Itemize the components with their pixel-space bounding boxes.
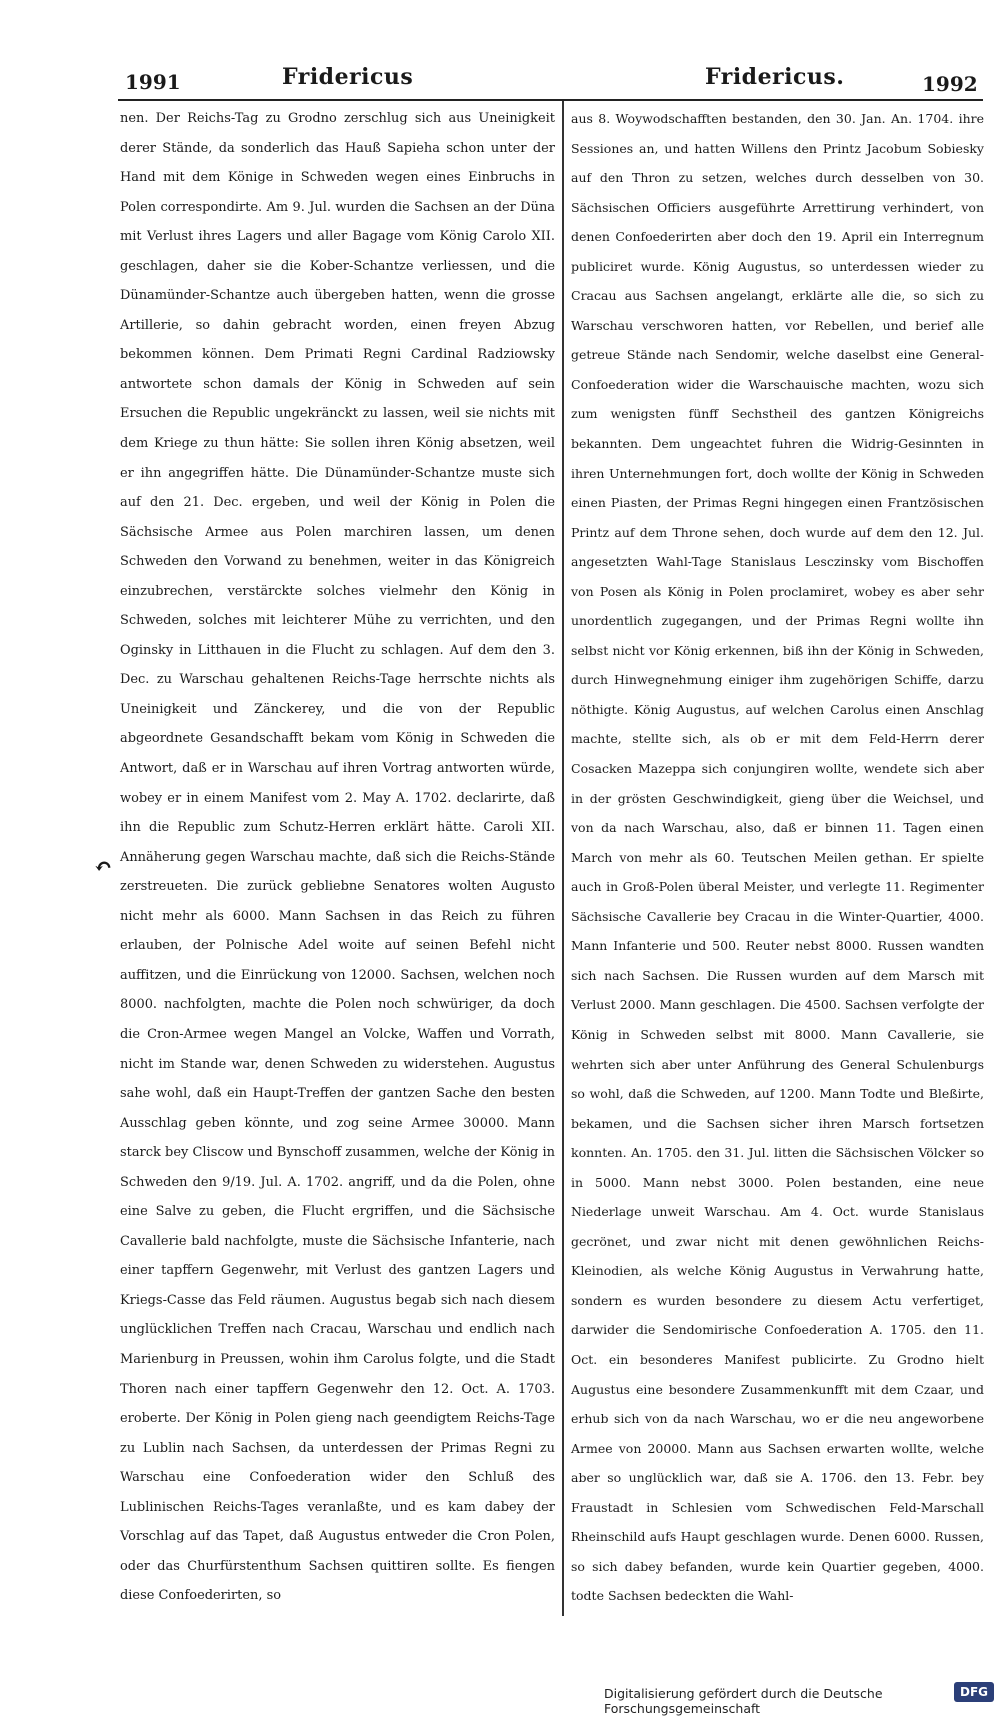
digitization-footer (0, 1678, 1000, 1716)
running-title-left: Fridericus (282, 64, 414, 90)
margin-pen-mark: ↶ (94, 854, 113, 880)
column-divider (562, 101, 564, 1616)
text-column-right (571, 104, 984, 1611)
funding-credit: Digitalisierung gefördert durch die Deutsche Forschungsgemeinschaft (604, 1686, 883, 1716)
right-column-text: aus 8. Woywodschafften bestanden, den 30. Jan. An. 1704. ihre Sessiones an, und hatten Willens den Printz Jacobum Sobiesky auf den Thron zu setzen, welches durch desselben von 30. Sächsischen Officiers ausgeführte Arrettirung verhindert, von denen Confoederirten aber doch den 19. April ein Interregnum publiciret wurde. König Augustus, so unterdessen wieder zu Cracau aus Sachsen angelangt, erklärte alle die, so sich zu Warschau verschworen hatten, vor Rebellen, und berief alle getreue Stände nach Sendomir, welche daselbst eine General-Confoederation wider die Warschauische machten, wozu sich zum wenigsten fünff Sechstheil des gantzen Königreichs bekannten. Dem ungeachtet fuhren die Widrig-Gesinnten in ihren Unternehmungen fort, doch wollte der König in Schweden einen Piasten, der Primas Regni hingegen einen Frantzösischen Printz auf dem Throne sehen, doch wurde auf dem den 12. Jul. angesetzten Wahl-Tage Stanislaus Lesczinsky vom Bischoffen von Posen als König in Polen proclamiret, wobey es aber sehr unordentlich zugegangen, und der Primas Regni wollte ihn selbst nicht vor König erkennen, biß ihn der König in Schweden, durch Hinwegnehmung einiger ihm zugehörigen Schiffe, darzu nöthigte. König Augustus, auf welchen Carolus einen Anschlag machte, stellte sich, als ob er mit dem Feld-Herrn derer Cosacken Mazeppa sich conjungiren wollte, wendete sich aber in der grösten Geschwindigkeit, gieng über die Weichsel, und von da nach Warschau, also, daß er binnen 11. Tagen einen March von mehr als 60. Teutschen Meilen gethan. Er spielte auch in Groß-Polen überal Meister, und verlegte 11. Regimenter Sächsische Cavallerie bey Cracau in die Winter-Quartier, 4000. Mann Infanterie und 500. Reuter nebst 8000. Russen wandten sich nach Sachsen. Die Russen wurden auf dem Marsch mit Verlust 2000. Mann geschlagen. Die 4500. Sachsen verfolgte der König in Schweden selbst mit 8000. Mann Cavallerie, sie wehrten sich aber unter Anführung des General Schulenburgs so wohl, daß die Schweden, auf 1200. Mann Todte und Bleßirte, bekamen, und die Sachsen sicher ihren Marsch fortsetzen konnten. An. 1705. den 31. Jul. litten die Sächsischen Völcker so in 5000. Mann nebst 3000. Polen bestanden, eine neue Niederlage unweit Warschau. Am 4. Oct. wurde Stanislaus gecrönet, und zwar nicht mit denen gewöhnlichen Reichs-Kleinodien, als welche König Augustus in Verwahrung hatte, sondern es wurden besondere zu diesem Actu verfertiget, darwider die Sendomirische Confoederation A. 1705. den 11. Oct. ein besonderes Manifest publicirte. Zu Grodno hielt Augustus eine besondere Zusammenkunfft mit dem Czaar, und erhub sich von da nach Warschau, wo er die neu angeworbene Armee von 20000. Mann aus Sachsen erwarten wollte, welche aber so unglücklich war, daß sie A. 1706. den 13. Febr. bey Fraustadt in Schlesien vom Schwedischen Feld-Marschall Rheinschild aufs Haupt geschlagen wurde. Denen 6000. Russen, so sich dabey befanden, wurde kein Quartier gegeben, 4000. todte Sachsen bedeckten die Wahl- (571, 111, 984, 1604)
left-column-text: nen. Der Reichs-Tag zu Grodno zerschlug sich aus Uneinigkeit derer Stände, da sonderlich das Hauß Sapieha schon unter der Hand mit dem Könige in Schweden wegen eines Einbruchs in Polen correspondirte. Am 9. Jul. wurden die Sachsen an der Düna mit Verlust ihres Lagers und aller Bagage vom König Carolo XII. geschlagen, daher sie die Kober-Schantze verliessen, und die Dünamünder-Schantze auch übergeben hatten, wenn die grosse Artillerie, so dahin gebracht worden, einen freyen Abzug bekommen können. Dem Primati Regni Cardinal Radziowsky antwortete schon damals der König in Schweden auf sein Ersuchen die Republic ungekränckt zu lassen, weil sie nichts mit dem Kriege zu thun hätte: Sie sollen ihren König absetzen, weil er ihn angegriffen hätte. Die Dünamünder-Schantze muste sich auf den 21. Dec. ergeben, und weil der König in Polen die Sächsische Armee aus Polen marchiren lassen, um denen Schweden den Vorwand zu benehmen, weiter in das Königreich einzubrechen, verstärckte solches vielmehr den König in Schweden, solches mit leichterer Mühe zu verrichten, und den Oginsky in Litthauen in die Flucht zu schlagen. Auf dem den 3. Dec. zu Warschau gehaltenen Reichs-Tage herrschte nichts als Uneinigkeit und Zänckerey, und die von der Republic abgeordnete Gesandschafft bekam vom König in Schweden die Antwort, daß er in Warschau auf ihren Vortrag antworten würde, wobey er in einem Manifest vom 2. May A. 1702. declarirte, daß ihn die Republic zum Schutz-Herren erklärt hätte. Caroli XII. Annäherung gegen Warschau machte, daß sich die Reichs-Stände zerstreueten. Die zurück gebliebne Senatores wolten Augusto nicht mehr als 6000. Mann Sachsen in das Reich zu führen erlauben, der Polnische Adel woite auf seinen Befehl nicht auffitzen, und die Einrückung von 12000. Sachsen, welchen noch 8000. nachfolgten, machte die Polen noch schwüriger, da doch die Cron-Armee wegen Mangel an Volcke, Waffen und Vorrath, nicht im Stande war, denen Schweden zu widerstehen. Augustus sahe wohl, daß ein Haupt-Treffen der gantzen Sache den besten Ausschlag geben könnte, und zog seine Armee 30000. Mann starck bey Cliscow und Bynschoff zusammen, welche der König in Schweden den 9/19. Jul. A. 1702. angriff, und da die Polen, ohne eine Salve zu geben, die Flucht ergriffen, und die Sächsische Cavallerie bald nachfolgte, muste die Sächsische Infanterie, nach einer tapffern Gegenwehr, mit Verlust des gantzen Lagers und Kriegs-Casse das Feld räumen. Augustus begab sich nach diesem unglücklichen Treffen nach Cracau, Warschau und endlich nach Marienburg in Preussen, wohin ihm Carolus folgte, und die Stadt Thoren nach einer tapffern Gegenwehr den 12. Oct. A. 1703. eroberte. Der König in Polen gieng nach geendigtem Reichs-Tage zu Lublin nach Sachsen, da unterdessen der Primas Regni zu Warschau eine Confoederation wider den Schluß des Lublinischen Reichs-Tages veranlaßte, und es kam dabey der Vorschlag auf das Tapet, daß Augustus entweder die Cron Polen, oder das Churfürstenthum Sachsen quittiren sollte. Es fiengen diese Confoederirten, so (120, 111, 555, 1604)
running-title-right: Fridericus. (705, 64, 845, 90)
page-number-left: 1991 (125, 70, 181, 94)
text-column-left (120, 104, 555, 1611)
page-header (0, 64, 1000, 104)
dfg-logo: DFG (954, 1682, 994, 1702)
header-rule (118, 99, 983, 101)
page-number-right: 1992 (922, 72, 978, 96)
